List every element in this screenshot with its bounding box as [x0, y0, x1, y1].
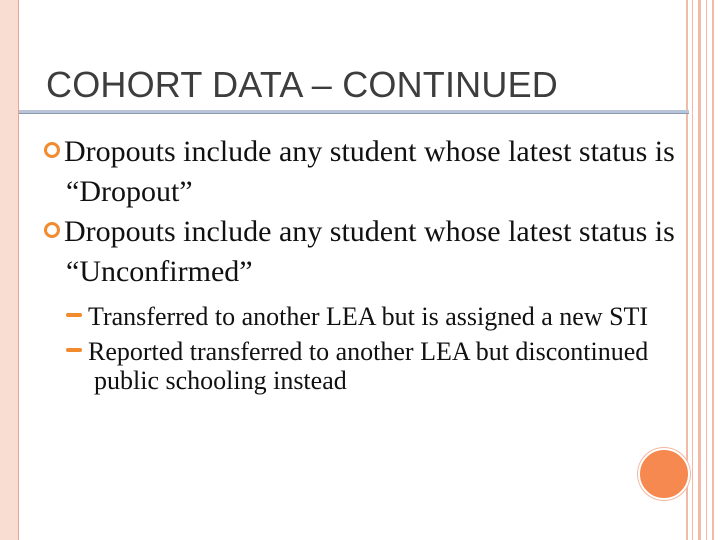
left-border-line: [18, 0, 19, 540]
ring-bullet-icon: [44, 142, 60, 158]
dash-bullet-icon: [66, 313, 88, 317]
orange-circle-decoration: [638, 448, 690, 500]
slide-title: COHORT DATA – CONTINUED: [46, 64, 558, 105]
right-line-3: [698, 0, 701, 540]
title-underline-shadow: [19, 113, 689, 114]
right-line-2: [692, 0, 693, 540]
right-decorative-lines: [686, 0, 720, 540]
sub-bullet-text: Reported transferred to another LEA but discontinued public schooling instead: [88, 337, 649, 395]
sub-bullet-item: [44, 337, 684, 395]
right-line-4: [706, 0, 707, 540]
sub-bullet-item: [44, 302, 684, 331]
sub-bullet-text: Transferred to another LEA but is assigned a new STI: [88, 302, 649, 331]
bullet-item: [44, 212, 684, 292]
bullet-text: Dropouts include any student whose latest status is “Unconfirmed”: [64, 215, 675, 288]
bullet-item: [44, 132, 684, 212]
bullet-text: Dropouts include any student whose latest status is “Dropout”: [64, 135, 675, 208]
right-line-5: [712, 0, 714, 540]
right-line-1: [686, 0, 688, 540]
ring-bullet-icon: [44, 222, 60, 238]
left-border-strip: [0, 0, 18, 540]
slide-body: [44, 132, 684, 395]
dash-bullet-icon: [66, 348, 88, 352]
